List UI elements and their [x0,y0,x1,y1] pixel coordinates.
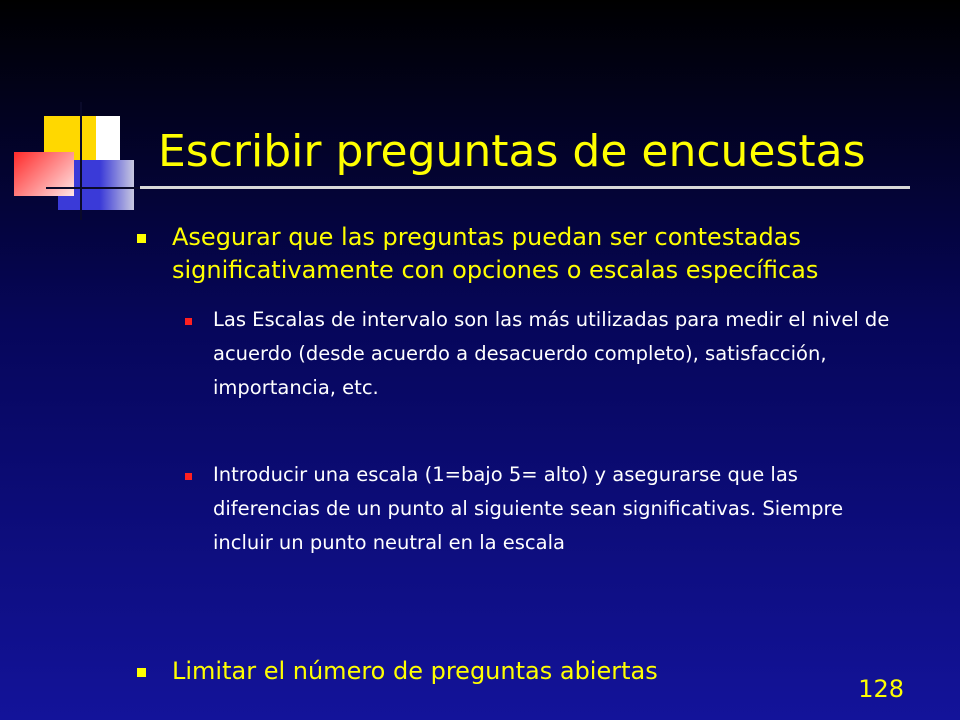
title-underline [140,186,910,189]
decorative-squares-logo [0,0,160,230]
square-bullet-icon [137,668,146,677]
sub-bullet-text: Las Escalas de intervalo son las más utilizadas para medir el nivel de acuerdo (desde acuerdo a desacuerdo completo), satisfacción, importancia, etc. [213,308,890,399]
red-square [14,152,74,196]
bullet-item [172,221,912,287]
bullet-item [172,655,912,688]
square-bullet-icon [137,234,146,243]
logo-horizontal-line [46,187,146,189]
square-bullet-icon [185,318,192,325]
page-number: 128 [858,675,904,703]
sub-bullet-item [213,458,893,560]
bullet-text: Asegurar que las preguntas puedan ser contestadas significativamente con opciones o escalas específicas [172,223,819,284]
square-bullet-icon [185,473,192,480]
logo-vertical-line [80,102,82,220]
sub-bullet-item [213,303,893,405]
slide-title: Escribir preguntas de encuestas [158,126,866,177]
bullet-text: Limitar el número de preguntas abiertas [172,657,658,685]
white-square [96,116,120,160]
sub-bullet-text: Introducir una escala (1=bajo 5= alto) y asegurarse que las diferencias de un punto al siguiente sean significativas. Siempre incluir un punto neutral en la escala [213,463,844,554]
